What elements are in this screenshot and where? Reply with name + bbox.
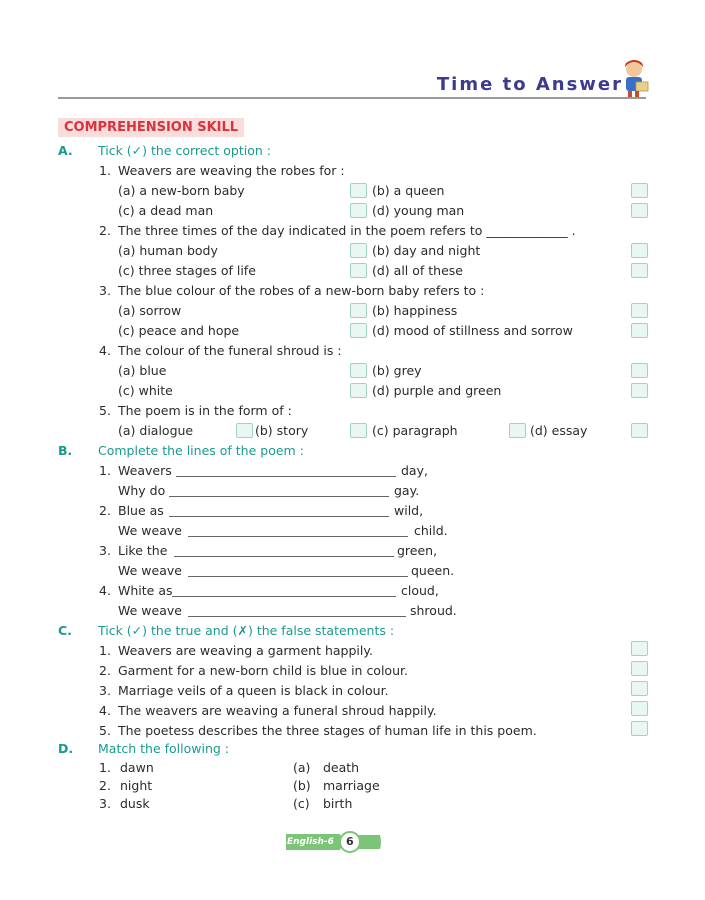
statement-number: 4. [99, 703, 111, 718]
option-label: (b) grey [372, 363, 422, 378]
line-end: shroud. [410, 603, 457, 618]
match-left-item: night [120, 778, 153, 793]
line-start: We weave [118, 603, 182, 618]
match-right-letter: (b) [293, 778, 311, 793]
answer-blank[interactable] [188, 616, 406, 617]
tick-box[interactable] [631, 721, 648, 736]
section-a-letter: A. [58, 143, 73, 158]
statement-number: 5. [99, 723, 111, 738]
question-text: The poem is in the form of : [118, 403, 292, 418]
line-number: 4. [99, 583, 111, 598]
question-number: 2. [99, 223, 111, 238]
line-number: 3. [99, 543, 111, 558]
skill-heading: COMPREHENSION SKILL [58, 118, 244, 137]
answer-blank[interactable] [169, 516, 389, 517]
section-b-letter: B. [58, 443, 73, 458]
match-left-item: dawn [120, 760, 154, 775]
option-label: (a) sorrow [118, 303, 182, 318]
line-end: child. [414, 523, 448, 538]
statement-number: 1. [99, 643, 111, 658]
match-right-item: marriage [323, 778, 380, 793]
answer-blank[interactable] [188, 576, 408, 577]
option-label: (a) dialogue [118, 423, 194, 438]
statement-text: The weavers are weaving a funeral shroud happily. [118, 703, 437, 718]
option-label: (b) day and night [372, 243, 481, 258]
line-start: White as [118, 583, 173, 598]
tick-box[interactable] [350, 263, 367, 278]
line-end: gay. [394, 483, 420, 498]
question-text: The blue colour of the robes of a new-born baby refers to : [118, 283, 485, 298]
tick-box[interactable] [350, 243, 367, 258]
line-number: 1. [99, 463, 111, 478]
student-illustration [620, 58, 650, 98]
match-right-item: death [323, 760, 360, 775]
tick-box[interactable] [631, 423, 648, 438]
question-number: 1. [99, 163, 111, 178]
statement-text: Marriage veils of a queen is black in colour. [118, 683, 389, 698]
answer-blank[interactable] [188, 536, 408, 537]
answer-blank[interactable] [176, 476, 396, 477]
option-label: (b) a queen [372, 183, 445, 198]
statement-number: 3. [99, 683, 111, 698]
match-right-letter: (c) [293, 796, 310, 811]
question-text: The colour of the funeral shroud is : [118, 343, 342, 358]
tick-box[interactable] [631, 243, 648, 258]
option-label: (d) purple and green [372, 383, 502, 398]
match-left-item: dusk [120, 796, 150, 811]
option-label: (c) three stages of life [118, 263, 256, 278]
statement-text: Weavers are weaving a garment happily. [118, 643, 373, 658]
option-label: (c) white [118, 383, 173, 398]
option-label: (a) a new-born baby [118, 183, 245, 198]
option-label: (a) blue [118, 363, 167, 378]
tick-box[interactable] [350, 363, 367, 378]
tick-box[interactable] [631, 323, 648, 338]
answer-blank[interactable] [174, 556, 394, 557]
answer-blank[interactable] [172, 596, 396, 597]
tick-box[interactable] [631, 701, 648, 716]
statement-text: Garment for a new-born child is blue in colour. [118, 663, 408, 678]
section-d-letter: D. [58, 741, 74, 756]
tick-box[interactable] [350, 303, 367, 318]
option-label: (a) human body [118, 243, 218, 258]
line-end: day, [401, 463, 428, 478]
question-number: 4. [99, 343, 111, 358]
statement-text: The poetess describes the three stages of human life in this poem. [118, 723, 537, 738]
line-end: cloud, [401, 583, 439, 598]
tick-box[interactable] [631, 203, 648, 218]
line-end: wild, [394, 503, 424, 518]
line-end: queen. [411, 563, 455, 578]
line-start: We weave [118, 523, 182, 538]
tick-box[interactable] [631, 263, 648, 278]
section-c-instruction: Tick (✓) the true and (✗) the false statements : [98, 623, 395, 638]
tick-box[interactable] [350, 203, 367, 218]
tick-box[interactable] [631, 183, 648, 198]
question-number: 3. [99, 283, 111, 298]
line-end: green, [397, 543, 438, 558]
question-number: 5. [99, 403, 111, 418]
line-start: Why do [118, 483, 166, 498]
tick-box[interactable] [631, 661, 648, 676]
line-start: Blue as [118, 503, 164, 518]
header-divider [58, 97, 646, 99]
tick-box[interactable] [631, 303, 648, 318]
section-b-instruction: Complete the lines of the poem : [98, 443, 304, 458]
option-label: (b) happiness [372, 303, 458, 318]
tick-box[interactable] [631, 383, 648, 398]
tick-box[interactable] [631, 641, 648, 656]
match-left-number: 1. [99, 760, 111, 775]
option-label: (d) mood of stillness and sorrow [372, 323, 573, 338]
option-label: (d) young man [372, 203, 465, 218]
section-d-instruction: Match the following : [98, 741, 229, 756]
option-label: (d) essay [530, 423, 588, 438]
line-start: Like the [118, 543, 168, 558]
match-left-number: 3. [99, 796, 111, 811]
tick-box[interactable] [631, 681, 648, 696]
page-title: Time to Answer [436, 74, 623, 95]
tick-box[interactable] [350, 183, 367, 198]
section-a-instruction: Tick (✓) the correct option : [98, 143, 271, 158]
option-label: (c) a dead man [118, 203, 214, 218]
tick-box[interactable] [509, 423, 526, 438]
tick-box[interactable] [236, 423, 253, 438]
section-c-letter: C. [58, 623, 72, 638]
option-label: (b) story [255, 423, 309, 438]
statement-number: 2. [99, 663, 111, 678]
footer-page-number: 6 [346, 835, 354, 848]
tick-box[interactable] [631, 363, 648, 378]
line-start: Weavers [118, 463, 172, 478]
option-label: (c) peace and hope [118, 323, 240, 338]
tick-box[interactable] [350, 323, 367, 338]
tick-box[interactable] [350, 383, 367, 398]
footer-book-label: English-6 [287, 837, 334, 847]
question-text: Weavers are weaving the robes for : [118, 163, 345, 178]
option-label: (d) all of these [372, 263, 463, 278]
tick-box[interactable] [350, 423, 367, 438]
match-right-item: birth [323, 796, 353, 811]
answer-blank[interactable] [169, 496, 389, 497]
match-right-letter: (a) [293, 760, 311, 775]
question-text: The three times of the day indicated in the poem refers to _____________ . [118, 223, 576, 238]
option-label: (c) paragraph [372, 423, 458, 438]
match-left-number: 2. [99, 778, 111, 793]
line-number: 2. [99, 503, 111, 518]
line-start: We weave [118, 563, 182, 578]
